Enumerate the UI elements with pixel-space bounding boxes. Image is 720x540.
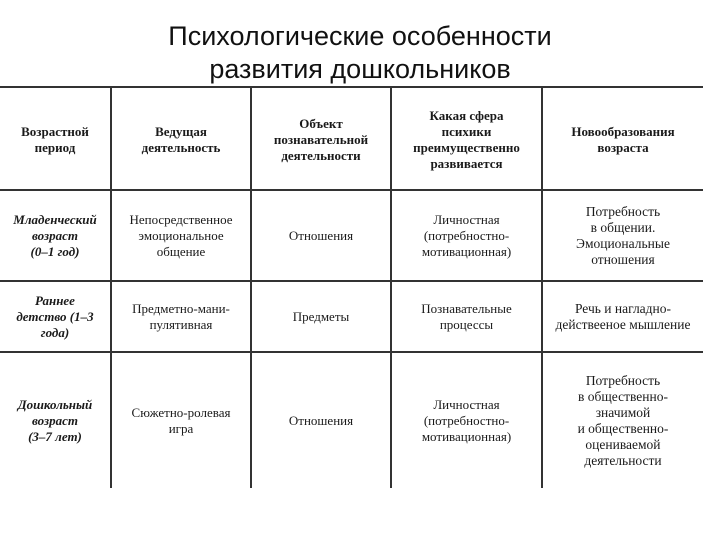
table-cell-sphere: Личностная (потребностно- мотивационная) xyxy=(421,396,512,444)
table-cell-period: Дошкольный возраст (3–7 лет) xyxy=(17,396,93,444)
page-title xyxy=(0,20,720,86)
header-leading-activity: Ведущая деятельность xyxy=(141,123,221,155)
table-cell-neoformation: Потребность в общении. Эмоциональные отношения xyxy=(576,203,670,267)
table-cell-activity: Сюжетно-ролевая игра xyxy=(131,404,231,436)
table-cell-neoformation: Потребность в общественно- значимой и общественно- оцениваемой деятельности xyxy=(577,372,669,468)
table-cell-activity: Непосредственное эмоциональное общение xyxy=(129,211,233,259)
title-line-1: Психологические особенности xyxy=(168,21,552,51)
header-cognitive-object: Объект познавательной деятельности xyxy=(273,115,369,163)
header-age-neoformations: Новообразования возраста xyxy=(571,123,675,155)
header-psyche-sphere: Какая сфера психики преимущественно развивается xyxy=(413,107,520,171)
table-cell-neoformation: Речь и нагладно- действееное мышление xyxy=(555,300,691,332)
table-cell-sphere: Личностная (потребностно- мотивационная) xyxy=(421,211,512,259)
header-age-period: Возрастной период xyxy=(21,123,89,155)
age-periods-table xyxy=(0,86,703,488)
table-cell-object: Отношения xyxy=(288,412,354,428)
table-cell-object: Отношения xyxy=(288,227,354,243)
table-cell-period: Младенческий возраст (0–1 год) xyxy=(13,211,97,259)
table-cell-period: Раннее детство (1–3 года) xyxy=(16,292,94,340)
table-cell-sphere: Познавательные процессы xyxy=(421,300,512,332)
table-cell-object: Предметы xyxy=(292,308,350,324)
title-line-2: развития дошкольников xyxy=(209,54,511,84)
table-cell-activity: Предметно-мани- пулятивная xyxy=(132,300,230,332)
